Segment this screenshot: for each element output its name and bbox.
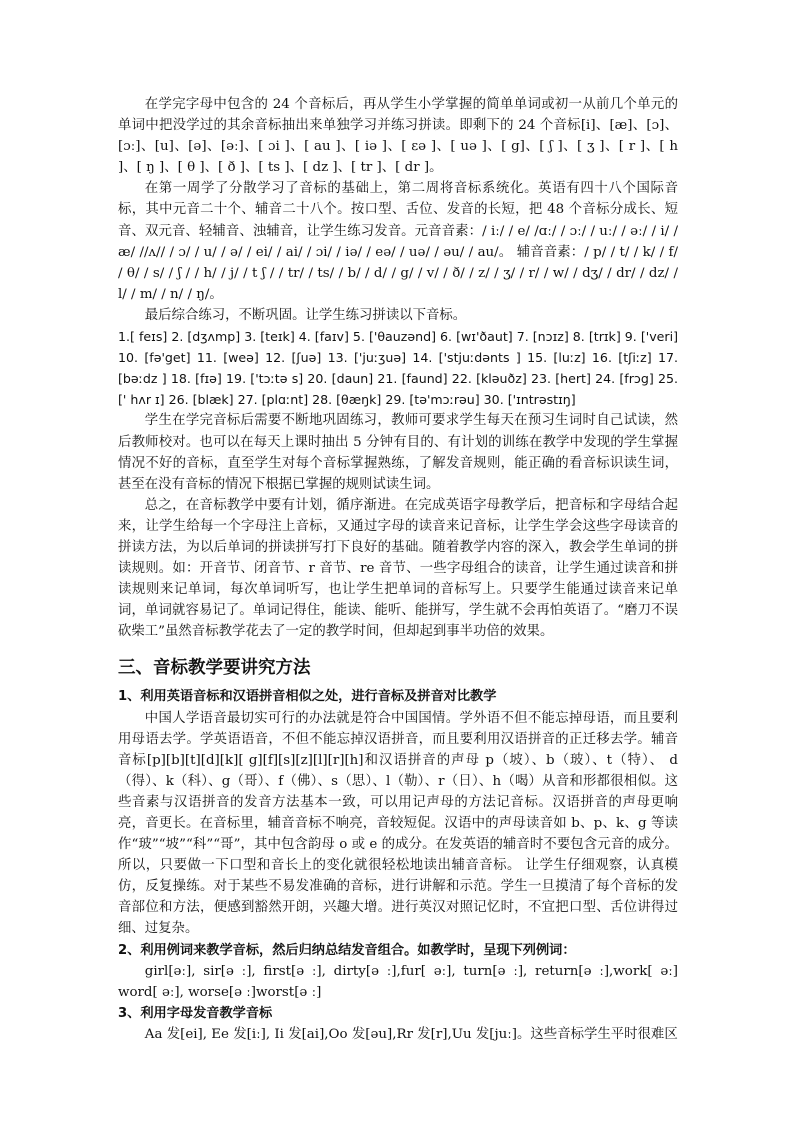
paragraph-summary: 总之，在音标教学中要有计划，循序渐进。在完成英语字母教学后，把音标和字母结合起来，让学生给每一个字母注上音标，又通过字母的读音来记音标，让学生学会这些字母读音的拼读方法，为以后单词的拼读拼写打下良好的基础。随着教学内容的深入，教会学生单词的拼读规则。如：开音节、闭音节、r 音节、re 音节、一些字母组合的读音，让学生通过读音和拼读规则来记单词，每次单词听写，也让学生把单词的音标写上。只要学生能通过读音来记单词，单词就容易记了。单词记得住，能读、能听、能拼写，学生就不会再怕英语了。“磨刀不误砍柴工”虽然音标教学花去了一定的教学时间，但却起到事半功倍的效果。	[118, 497, 678, 640]
subsection-2-title: 2、利用例词来教学音标，然后归纳总结发音组合。如教学时，呈现下列例词：	[118, 942, 576, 958]
paragraph-remaining-phonetics: 在学完字母中包含的 24 个音标后，再从学生小学掌握的简单单词或初一从前几个单元的单词中把没学过的其余音标抽出来单独学习并练习拼读。即剩下的 24 个音标[i]、[æ]、[ɔ]、[ɔː]、[u]、[ə]、[əː]、[ ɔi ]、[ au ]、[ iə ]、[ εə ]、[ uə ]、[ g]、[ ʃ ]、[ ʒ ]、[ r ]、[ h ]、[ ŋ ]、[ θ ]、[ ð ]、[ ts ]、[ dz ]、[ tr ]、[ dr ]。	[118, 97, 678, 176]
section-title: 三、音标教学要讲究方法	[118, 658, 311, 679]
subsection-3-body: Aa 发[ei], Ee 发[iː], Ii 发[ai],Oo 发[əu],Rr 发[r],Uu 发[juː]。这些音标学生平时很难区	[144, 1026, 678, 1042]
paragraph-final-practice: 最后综合练习，不断巩固。让学生练习拼读以下音标。	[144, 307, 467, 323]
example-words: girl[əː], sir[ə ː], first[ə ː], dirty[ə ː],fur[ əː], turn[ə ː], return[ə ː],work[ əː] word[ əː], worse[ə ː]worst[ə ː]	[118, 963, 678, 1000]
subsection-3-title: 3、利用字母发音教学音标	[118, 1005, 273, 1021]
subsection-1-title: 1、利用英语音标和汉语拼音相似之处，进行音标及拼音对比教学	[118, 689, 497, 705]
subsection-1-body: 中国人学语音最切实可行的办法就是符合中国国情。学外语不但不能忘掉母语，而且要利用母语去学。学英语语音，不但不能忘掉汉语拼音，而且要利用汉语拼音的正迁移去学。辅音音标[p][b][t][d][k][ g][f][s][z][l][r][h]和汉语拼音的声母 p（坡）、b（玻）、t（特）、 d（得）、k（科）、g（哥）、f（佛）、s（思）、l（勒）、r（日）、h（喝）从音和形都很相似。这些音素与汉语拼音的发音方法基本一致，可以用记声母的方法记音标。汉语拼音的声母更响亮，音更长。在音标里，辅音音标不响亮，音较短促。汉语中的声母读音如 b、p、k、g 等读作“玻”“坡”“科”“哥”，其中包含韵母 o 或 e 的成分。在发英语的辅音时不要包含元音的成分。所以，只要做一下口型和音长上的变化就很轻松地读出辅音音标。 让学生仔细观察，认真模仿，反复操练。对于某些不易发准确的音标，进行讲解和示范。学生一旦摸清了每个音标的发音部位和方法，便感到豁然开朗，兴趣大增。进行英汉对照记忆时，不宜把口型、舌位讲得过细、过复杂。	[118, 710, 678, 937]
paragraph-consolidation: 学生在学完音标后需要不断地巩固练习，教师可要求学生每天在预习生词时自己试读，然后教师校对。也可以在每天上课时抽出 5 分钟有目的、有计划的训练在教学中发现的学生掌握情况不好的音标，直至学生对每个音标掌握熟练，了解发音规则，能正确的看音标识读生词，甚至在没有音标的情况下根据已掌握的规则试读生词。	[118, 413, 678, 492]
phonetic-practice-list: 1.[ feɪs] 2. [dʒʌmp] 3. [teɪk] 4. [faɪv] 5. ['θauzənd] 6. [wɪ'ðaut] 7. [nɔɪz] 8. [trɪk] 9. ['veri] 10. [fə'get] 11. [weə] 12. [ʃuə] 13. ['juːʒuə] 14. ['stjuːdənts ] 15. [luːz] 16. [tʃiːz] 17. [bəːdz ] 18. [fɪə] 19. ['tɔːtə s] 20. [daun] 21. [faund] 22. [kləuðz] 23. [hert] 24. [frɔg] 25. [' hʌr ɪ] 26. [blæk] 27. [plɑːnt] 28. [θæŋk] 29. [tə'mɔːrəu] 30. ['ɪntrəstɪŋ]	[118, 329, 678, 408]
paragraph-systematize-phonetics: 在第一周学了分散学习了音标的基础上，第二周将音标系统化。英语有四十八个国际音标，其中元音二十个、辅音二十八个。按口型、舌位、发音的长短，把 48 个音标分成长、短音、双元音、轻辅音、浊辅音，让学生练习发音。元音音素：/ iː/ / e/ /ɑː/ / ɔː/ / uː/ / əː/ / i/ / æ/ //ʌ// / ɔ/ / u/ / ə/ / ei/ / ai/ / ɔi/ / iə/ / eə/ / uə/ / əu/ / au/。 辅音音素：/ p/ / t/ / k/ / f/ / θ/ / s/ / ʃ / / h/ / j/ / t ʃ / / tr/ / ts/ / b/ / d/ / g/ / v/ / ð/ / z/ / ʒ/ / r/ / w/ / dʒ/ / dr/ / dz/ / l/ / m/ / n/ / ŋ/。	[118, 181, 678, 302]
document-page	[118, 94, 678, 1045]
